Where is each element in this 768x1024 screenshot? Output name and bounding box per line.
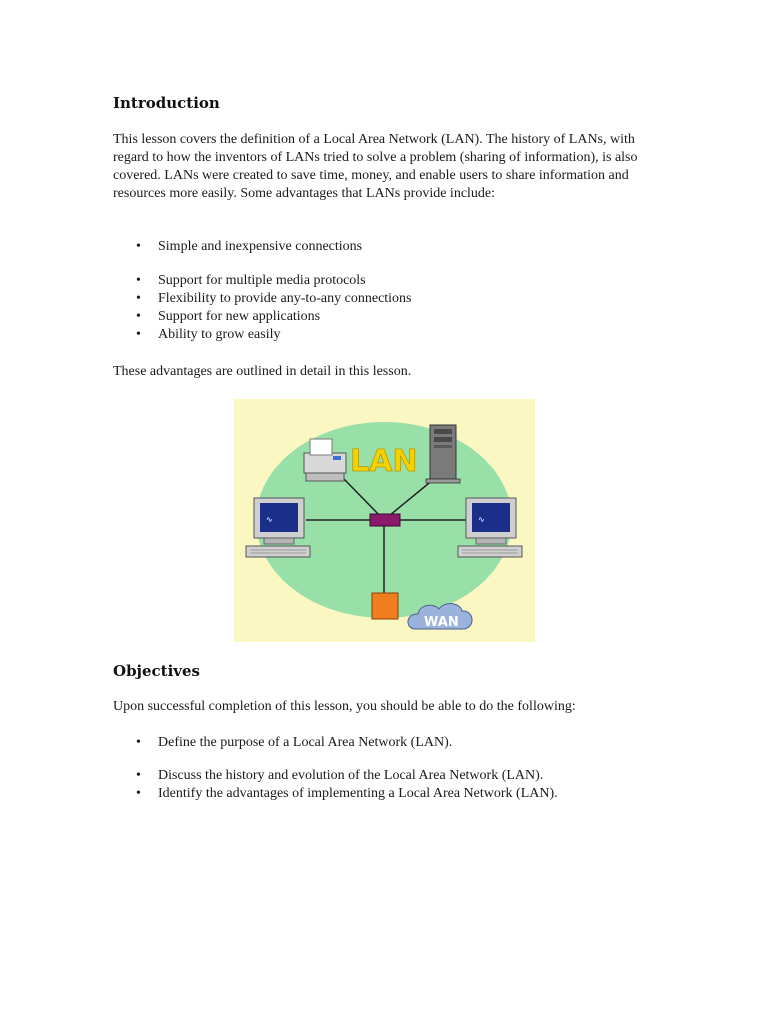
lan-diagram	[234, 399, 535, 642]
closing-paragraph: These advantages are outlined in detail in this lesson.	[113, 364, 412, 379]
wan-label: WAN	[424, 615, 459, 630]
router-icon	[372, 593, 398, 619]
server-icon	[426, 425, 460, 483]
advantages-list-rest	[113, 272, 633, 344]
objectives-paragraph: Upon successful completion of this lesson, you should be able to do the following:	[113, 699, 576, 714]
list-item: • Identify the advantages of implementing a Local Area Network (LAN).	[113, 785, 633, 803]
svg-text:∿: ∿	[266, 515, 273, 524]
list-item: • Support for new applications	[113, 308, 633, 326]
hub-icon	[370, 514, 400, 526]
svg-text:∿: ∿	[478, 515, 485, 524]
lan-label: LAN	[350, 444, 418, 479]
advantages-list-first	[113, 238, 633, 256]
list-item: • Ability to grow easily	[113, 326, 633, 344]
objectives-heading: Objectives	[113, 662, 200, 680]
list-item: • Simple and inexpensive connections	[113, 238, 633, 256]
list-item: • Discuss the history and evolution of the Local Area Network (LAN).	[113, 767, 633, 785]
objectives-list-first	[113, 734, 633, 752]
objectives-list-rest	[113, 767, 633, 803]
list-item: • Support for multiple media protocols	[113, 272, 633, 290]
list-item: • Flexibility to provide any-to-any connections	[113, 290, 633, 308]
introduction-paragraph: This lesson covers the definition of a Local Area Network (LAN). The history of LANs, with regard to how the inventors of LANs tried to solve a problem (sharing of information), is also covered. LANs were created to save time, money, and enable users to share information and resources more easily. Some advantages that LANs provide include:	[113, 132, 638, 201]
left-computer-icon	[246, 498, 310, 557]
introduction-heading: Introduction	[113, 94, 220, 112]
right-computer-icon	[458, 498, 522, 557]
list-item: • Define the purpose of a Local Area Network (LAN).	[113, 734, 633, 752]
